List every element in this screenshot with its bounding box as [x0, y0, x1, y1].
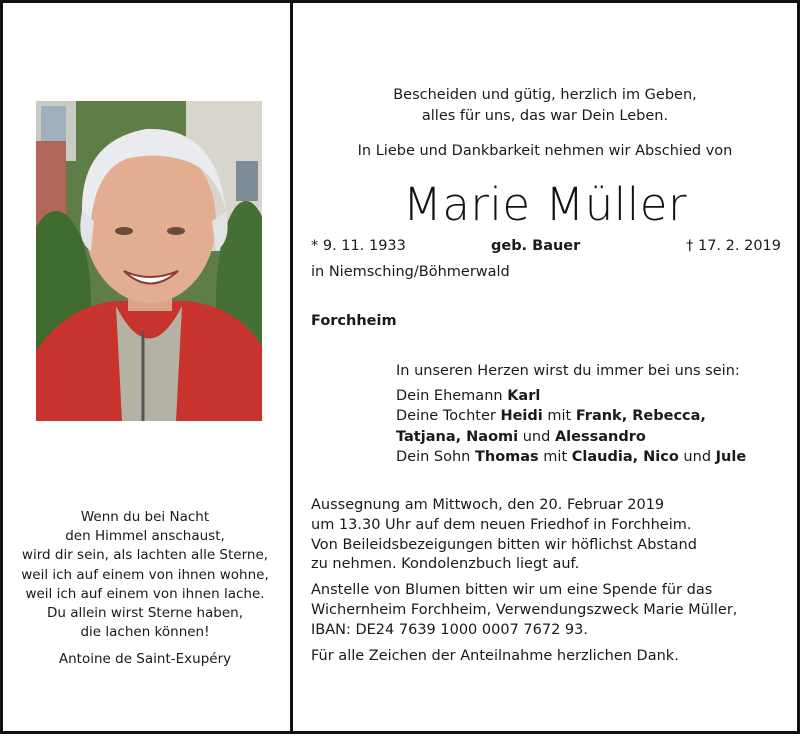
family-line-son — [396, 447, 746, 468]
family-member: Karl — [507, 387, 541, 404]
connector: mit — [542, 408, 576, 424]
border-left — [0, 0, 3, 734]
memorial-quote — [14, 508, 276, 670]
family-member: Tatjana, Naomi — [396, 428, 519, 445]
info-line: zu nehmen. Kondolenzbuch liegt auf. — [311, 556, 580, 573]
quote-line: weil ich auf einem von ihnen lache. — [25, 585, 265, 602]
birthplace: in Niemsching/Böhmerwald — [311, 264, 510, 280]
border-top — [0, 0, 800, 3]
maiden-name: geb. Bauer — [491, 238, 581, 254]
info-line: Aussegnung am Mittwoch, den 20. Februar 2019 — [311, 497, 665, 513]
quote-line: die lachen können! — [80, 624, 210, 641]
relation-label: Dein Sohn — [396, 449, 475, 465]
relation-label: Deine Tochter — [396, 408, 501, 424]
family-lead: In unseren Herzen wirst du immer bei uns sein: — [396, 363, 740, 379]
quote-author: Antoine de Saint-Exupéry — [58, 651, 232, 668]
motto-line: alles für uns, das war Dein Leben. — [421, 108, 669, 124]
info-line: Anstelle von Blumen bitten wir um eine Spende für das — [311, 582, 713, 599]
town: Forchheim — [311, 313, 397, 329]
info-line: Von Beileidsbezeigungen bitten wir höflichst Abstand — [311, 536, 697, 553]
family-line-daughter-cont — [396, 427, 746, 448]
donation-paragraph — [311, 581, 781, 640]
family-line-daughter — [396, 406, 746, 427]
motto-line: Bescheiden und gütig, herzlich im Geben, — [393, 87, 697, 103]
border-bottom — [0, 731, 800, 734]
family-member: Heidi — [500, 408, 543, 424]
family-line-husband — [396, 386, 746, 407]
birth-date: * 9. 11. 1933 — [311, 238, 406, 254]
service-paragraph — [311, 496, 781, 575]
family-member: Jule — [715, 449, 747, 465]
family-member: Thomas — [474, 449, 539, 465]
family-member: Alessandro — [554, 428, 646, 445]
quote-line: den Himmel anschaust, — [65, 528, 225, 545]
connector: und — [678, 449, 716, 465]
portrait-photo — [36, 101, 262, 421]
info-line: um 13.30 Uhr auf dem neuen Friedhof in Forchheim. — [311, 516, 692, 533]
quote-line: wird dir sein, als lachten alle Sterne, — [21, 547, 269, 564]
funeral-info — [311, 496, 781, 672]
deceased-name: Marie Müller — [403, 178, 687, 231]
relation-label: Dein Ehemann — [396, 387, 508, 404]
family-member: Claudia, Nico — [571, 449, 679, 465]
motto — [293, 85, 797, 127]
connector: und — [518, 428, 555, 445]
thanks-paragraph: Für alle Zeichen der Anteilnahme herzlichen Dank. — [311, 647, 679, 664]
connector: mit — [538, 449, 572, 465]
info-line: IBAN: DE24 7639 1000 0007 7672 93. — [311, 621, 588, 638]
quote-line: Du allein wirst Sterne haben, — [46, 605, 244, 622]
farewell-intro: In Liebe und Dankbarkeit nehmen wir Abschied von — [357, 143, 733, 159]
info-line: Wichernheim Forchheim, Verwendungszweck Marie Müller, — [311, 601, 738, 618]
family-list — [396, 361, 746, 468]
family-member: Frank, Rebecca, — [575, 408, 706, 424]
quote-line: weil ich auf einem von ihnen wohne, — [21, 566, 269, 583]
quote-line: Wenn du bei Nacht — [80, 509, 210, 525]
death-date: † 17. 2. 2019 — [686, 238, 781, 254]
